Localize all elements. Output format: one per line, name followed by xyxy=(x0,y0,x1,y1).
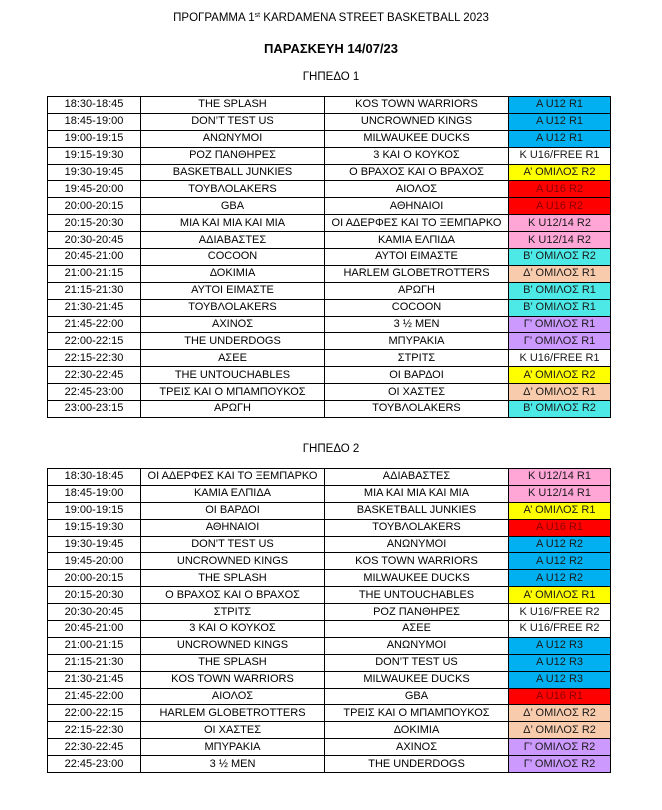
home-team: ΑΘΗΝΑΙΟΙ xyxy=(141,519,325,536)
game-time: 21:45-22:00 xyxy=(48,688,141,705)
away-team: KOS TOWN WARRIORS xyxy=(325,553,509,570)
away-team: ΑΣΕΕ xyxy=(325,621,509,638)
game-time: 19:30-19:45 xyxy=(48,536,141,553)
game-row xyxy=(48,215,611,232)
title-superscript: st xyxy=(254,12,261,19)
home-team: GBA xyxy=(141,198,325,215)
schedule-date: ΠΑΡΑΣΚΕΥΗ 14/07/23 xyxy=(263,41,398,56)
game-row xyxy=(48,181,611,198)
game-row xyxy=(48,350,611,367)
game-time: 20:45-21:00 xyxy=(48,621,141,638)
home-team: ΣΤΡΙΤΣ xyxy=(141,604,325,621)
away-team: ΤΡΕΙΣ ΚΑΙ Ο ΜΠΑΜΠΟΥΚΟΣ xyxy=(325,705,509,722)
home-team: UNCROWNED KINGS xyxy=(141,553,325,570)
home-team: ΔΟΚΙΜΙΑ xyxy=(141,265,325,282)
game-category: A U12 R2 xyxy=(509,553,611,570)
game-row xyxy=(48,705,611,722)
away-team: COCOON xyxy=(325,299,509,316)
game-row xyxy=(48,671,611,688)
home-team: ΑΣΕΕ xyxy=(141,350,325,367)
home-team: ΡΟΖ ΠΑΝΘΗΡΕΣ xyxy=(141,147,325,164)
document-title xyxy=(0,12,662,24)
game-row xyxy=(48,316,611,333)
game-category: Γ’ ΟΜΙΛΟΣ R2 xyxy=(509,756,611,773)
game-time: 22:00-22:15 xyxy=(48,705,141,722)
game-category: Δ’ ΟΜΙΛΟΣ R2 xyxy=(509,705,611,722)
game-row xyxy=(48,130,611,147)
game-row xyxy=(48,502,611,519)
away-team: ΑΝΩΝΥΜΟΙ xyxy=(325,637,509,654)
game-category: Α’ ΟΜΙΛΟΣ R2 xyxy=(509,164,611,181)
game-row xyxy=(48,147,611,164)
game-category: K U16/FREE R1 xyxy=(509,147,611,164)
game-time: 19:15-19:30 xyxy=(48,519,141,536)
game-category: Γ’ ΟΜΙΛΟΣ R1 xyxy=(509,316,611,333)
home-team: ΟΙ ΒΑΡΔΟΙ xyxy=(141,502,325,519)
game-time: 20:30-20:45 xyxy=(48,232,141,249)
away-team: ΑΝΩΝΥΜΟΙ xyxy=(325,536,509,553)
game-time: 20:45-21:00 xyxy=(48,249,141,266)
game-row xyxy=(48,198,611,215)
game-time: 18:45-19:00 xyxy=(48,485,141,502)
game-time: 18:30-18:45 xyxy=(48,97,141,114)
away-team: ΜΠΥΡΑΚΙΑ xyxy=(325,333,509,350)
away-team: KOS TOWN WARRIORS xyxy=(325,97,509,114)
game-time: 22:45-23:00 xyxy=(48,756,141,773)
game-category: A U12 R3 xyxy=(509,654,611,671)
game-time: 22:30-22:45 xyxy=(48,739,141,756)
away-team: THE UNTOUCHABLES xyxy=(325,587,509,604)
game-category: A U12 R2 xyxy=(509,570,611,587)
game-category: Α’ ΟΜΙΛΟΣ R2 xyxy=(509,367,611,384)
game-row xyxy=(48,299,611,316)
game-category: Δ’ ΟΜΙΛΟΣ R1 xyxy=(509,265,611,282)
game-category: A U12 R3 xyxy=(509,637,611,654)
game-time: 20:15-20:30 xyxy=(48,215,141,232)
game-category: A U12 R1 xyxy=(509,113,611,130)
game-category: K U16/FREE R1 xyxy=(509,350,611,367)
game-time: 19:00-19:15 xyxy=(48,502,141,519)
game-time: 19:30-19:45 xyxy=(48,164,141,181)
game-row xyxy=(48,485,611,502)
game-category: A U12 R3 xyxy=(509,671,611,688)
home-team: UNCROWNED KINGS xyxy=(141,637,325,654)
game-category: A U16 R2 xyxy=(509,198,611,215)
game-category: Γ’ ΟΜΙΛΟΣ R1 xyxy=(509,333,611,350)
home-team: THE SPLASH xyxy=(141,97,325,114)
home-team: DON’T TEST US xyxy=(141,113,325,130)
game-category: K U16/FREE R2 xyxy=(509,621,611,638)
game-row xyxy=(48,384,611,401)
home-team: ΟΙ ΑΔΕΡΦΕΣ ΚΑΙ ΤΟ ΞΕΜΠΑΡΚΟ xyxy=(141,469,325,486)
court-2-schedule-table xyxy=(47,468,611,773)
home-team: ΤΟΥΒΛΟLAKERS xyxy=(141,299,325,316)
game-category: K U12/14 R1 xyxy=(509,485,611,502)
game-time: 21:00-21:15 xyxy=(48,265,141,282)
away-team: ΟΙ ΒΑΡΔΟΙ xyxy=(325,367,509,384)
home-team: THE SPLASH xyxy=(141,570,325,587)
game-row xyxy=(48,519,611,536)
game-time: 22:45-23:00 xyxy=(48,384,141,401)
home-team: ΜΙΑ ΚΑΙ ΜΙΑ ΚΑΙ ΜΙΑ xyxy=(141,215,325,232)
away-team: ΜΙΑ ΚΑΙ ΜΙΑ ΚΑΙ ΜΙΑ xyxy=(325,485,509,502)
away-team: 3 ΚΑΙ Ο ΚΟΥΚΟΣ xyxy=(325,147,509,164)
game-row xyxy=(48,232,611,249)
home-team: DON’T TEST US xyxy=(141,536,325,553)
game-category: K U12/14 R1 xyxy=(509,469,611,486)
game-time: 21:30-21:45 xyxy=(48,671,141,688)
game-row xyxy=(48,756,611,773)
away-team: ΡΟΖ ΠΑΝΘΗΡΕΣ xyxy=(325,604,509,621)
game-time: 20:00-20:15 xyxy=(48,570,141,587)
game-category: Δ’ ΟΜΙΛΟΣ R1 xyxy=(509,384,611,401)
game-category: Α’ ΟΜΙΛΟΣ R1 xyxy=(509,587,611,604)
game-category: A U16 R1 xyxy=(509,519,611,536)
court-1-label: ΓΗΠΕΔΟ 1 xyxy=(302,71,360,83)
game-category: A U12 R2 xyxy=(509,536,611,553)
game-time: 19:15-19:30 xyxy=(48,147,141,164)
away-team: ΑΡΩΓΗ xyxy=(325,282,509,299)
away-team: ΑΧΙΝΟΣ xyxy=(325,739,509,756)
away-team: ΤΟΥΒΛΟLAKERS xyxy=(325,519,509,536)
away-team: BASKETBALL JUNKIES xyxy=(325,502,509,519)
home-team: 3 ½ MEN xyxy=(141,756,325,773)
home-team: ΑΡΩΓΗ xyxy=(141,401,325,418)
home-team: HARLEM GLOBETROTTERS xyxy=(141,705,325,722)
game-time: 18:45-19:00 xyxy=(48,113,141,130)
game-category: Β’ ΟΜΙΛΟΣ R2 xyxy=(509,401,611,418)
game-row xyxy=(48,739,611,756)
game-row xyxy=(48,401,611,418)
home-team: COCOON xyxy=(141,249,325,266)
home-team: ΤΡΕΙΣ ΚΑΙ Ο ΜΠΑΜΠΟΥΚΟΣ xyxy=(141,384,325,401)
away-team: ΔΟΚΙΜΙΑ xyxy=(325,722,509,739)
home-team: THE SPLASH xyxy=(141,654,325,671)
game-category: Γ’ ΟΜΙΛΟΣ R2 xyxy=(509,739,611,756)
home-team: Ο ΒΡΑΧΟΣ ΚΑΙ Ο ΒΡΑΧΟΣ xyxy=(141,587,325,604)
home-team: 3 ΚΑΙ Ο ΚΟΥΚΟΣ xyxy=(141,621,325,638)
game-row xyxy=(48,570,611,587)
game-time: 22:15-22:30 xyxy=(48,722,141,739)
away-team: UNCROWNED KINGS xyxy=(325,113,509,130)
home-team: BASKETBALL JUNKIES xyxy=(141,164,325,181)
away-team: ΑΥΤΟΙ ΕΙΜΑΣΤΕ xyxy=(325,249,509,266)
game-time: 22:15-22:30 xyxy=(48,350,141,367)
game-row xyxy=(48,249,611,266)
home-team: ΚΑΜΙΑ ΕΛΠΙΔΑ xyxy=(141,485,325,502)
home-team: ΑΥΤΟΙ ΕΙΜΑΣΤΕ xyxy=(141,282,325,299)
away-team: ΚΑΜΙΑ ΕΛΠΙΔΑ xyxy=(325,232,509,249)
game-row xyxy=(48,265,611,282)
court-2-label: ΓΗΠΕΔΟ 2 xyxy=(302,443,360,455)
home-team: ΑΝΩΝΥΜΟΙ xyxy=(141,130,325,147)
away-team: ΟΙ ΧΑΣΤΕΣ xyxy=(325,384,509,401)
game-category: A U16 R2 xyxy=(509,181,611,198)
away-team: THE UNDERDOGS xyxy=(325,756,509,773)
home-team: ΑΧΙΝΟΣ xyxy=(141,316,325,333)
game-row xyxy=(48,333,611,350)
home-team: KOS TOWN WARRIORS xyxy=(141,671,325,688)
away-team: HARLEM GLOBETROTTERS xyxy=(325,265,509,282)
game-time: 20:15-20:30 xyxy=(48,587,141,604)
away-team: MILWAUKEE DUCKS xyxy=(325,130,509,147)
game-row xyxy=(48,164,611,181)
title-suffix: KARDAMENA STREET BASKETBALL 2023 xyxy=(260,12,489,24)
game-time: 19:45-20:00 xyxy=(48,553,141,570)
game-row xyxy=(48,722,611,739)
home-team: ΑΙΟΛΟΣ xyxy=(141,688,325,705)
game-row xyxy=(48,587,611,604)
away-team: ΤΟΥΒΛΟLAKERS xyxy=(325,401,509,418)
game-time: 21:30-21:45 xyxy=(48,299,141,316)
away-team: ΑΘΗΝΑΙΟΙ xyxy=(325,198,509,215)
game-category: Β’ ΟΜΙΛΟΣ R1 xyxy=(509,282,611,299)
home-team: ΟΙ ΧΑΣΤΕΣ xyxy=(141,722,325,739)
game-time: 19:00-19:15 xyxy=(48,130,141,147)
game-time: 22:00-22:15 xyxy=(48,333,141,350)
away-team: Ο ΒΡΑΧΟΣ ΚΑΙ Ο ΒΡΑΧΟΣ xyxy=(325,164,509,181)
game-category: K U12/14 R2 xyxy=(509,232,611,249)
home-team: THE UNTOUCHABLES xyxy=(141,367,325,384)
game-category: Β’ ΟΜΙΛΟΣ R2 xyxy=(509,249,611,266)
away-team: ΑΔΙΑΒΑΣΤΕΣ xyxy=(325,469,509,486)
game-time: 22:30-22:45 xyxy=(48,367,141,384)
game-category: Β’ ΟΜΙΛΟΣ R1 xyxy=(509,299,611,316)
game-row xyxy=(48,621,611,638)
home-team: THE UNDERDOGS xyxy=(141,333,325,350)
game-row xyxy=(48,604,611,621)
game-time: 21:00-21:15 xyxy=(48,637,141,654)
game-category: A U12 R1 xyxy=(509,130,611,147)
game-category: K U16/FREE R2 xyxy=(509,604,611,621)
game-row xyxy=(48,536,611,553)
game-row xyxy=(48,113,611,130)
game-time: 18:30-18:45 xyxy=(48,469,141,486)
game-row xyxy=(48,367,611,384)
game-time: 21:15-21:30 xyxy=(48,654,141,671)
game-time: 23:00-23:15 xyxy=(48,401,141,418)
away-team: ΟΙ ΑΔΕΡΦΕΣ ΚΑΙ ΤΟ ΞΕΜΠΑΡΚΟ xyxy=(325,215,509,232)
away-team: GBA xyxy=(325,688,509,705)
game-row xyxy=(48,553,611,570)
home-team: ΜΠΥΡΑΚΙΑ xyxy=(141,739,325,756)
game-time: 21:45-22:00 xyxy=(48,316,141,333)
title-prefix: ΠΡΟΓΡΑΜΜΑ 1 xyxy=(173,12,255,24)
away-team: 3 ½ MEN xyxy=(325,316,509,333)
home-team: ΑΔΙΑΒΑΣΤΕΣ xyxy=(141,232,325,249)
game-row xyxy=(48,97,611,114)
home-team: ΤΟΥΒΛΟLAKERS xyxy=(141,181,325,198)
game-row xyxy=(48,654,611,671)
away-team: MILWAUKEE DUCKS xyxy=(325,671,509,688)
game-row xyxy=(48,282,611,299)
game-row xyxy=(48,688,611,705)
game-category: Δ’ ΟΜΙΛΟΣ R2 xyxy=(509,722,611,739)
game-row xyxy=(48,469,611,486)
game-time: 21:15-21:30 xyxy=(48,282,141,299)
game-category: A U16 R1 xyxy=(509,688,611,705)
away-team: DON’T TEST US xyxy=(325,654,509,671)
away-team: MILWAUKEE DUCKS xyxy=(325,570,509,587)
game-time: 20:30-20:45 xyxy=(48,604,141,621)
game-time: 20:00-20:15 xyxy=(48,198,141,215)
game-time: 19:45-20:00 xyxy=(48,181,141,198)
away-team: ΑΙΟΛΟΣ xyxy=(325,181,509,198)
game-category: A U12 R1 xyxy=(509,97,611,114)
game-row xyxy=(48,637,611,654)
court-1-schedule-table xyxy=(47,96,611,418)
away-team: ΣΤΡΙΤΣ xyxy=(325,350,509,367)
game-category: K U12/14 R2 xyxy=(509,215,611,232)
game-category: Α’ ΟΜΙΛΟΣ R1 xyxy=(509,502,611,519)
